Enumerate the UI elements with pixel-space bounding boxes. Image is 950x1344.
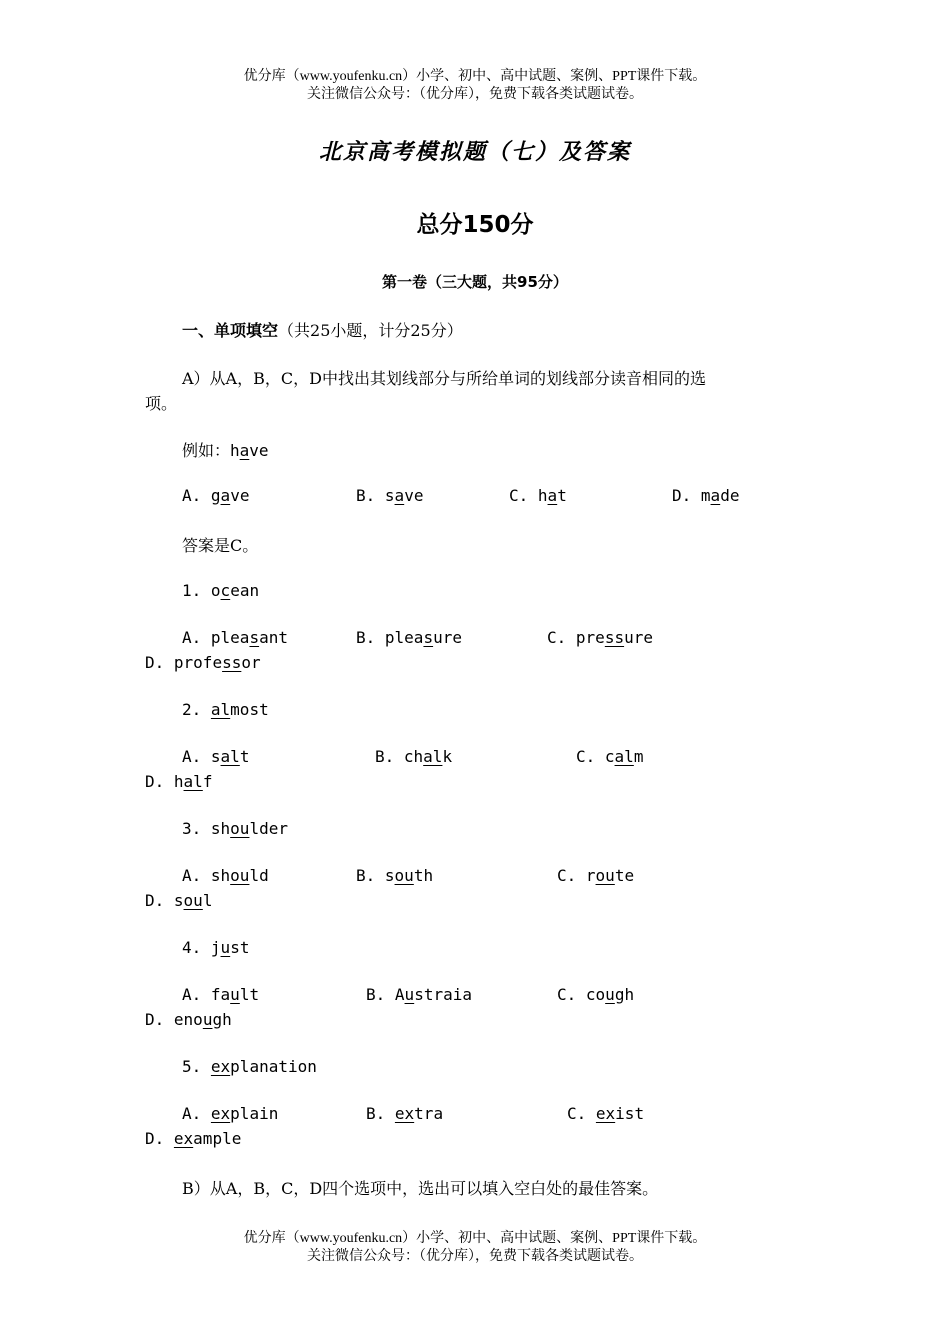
question-4-word: 4. just xyxy=(182,938,250,957)
example-answer: 答案是C。 xyxy=(182,536,259,555)
question-3-option-c: C. route xyxy=(557,866,635,885)
example-option-a: A. gave xyxy=(182,486,250,505)
question-3-option-b: B. south xyxy=(356,866,434,885)
example-option-b: B. save xyxy=(356,486,424,505)
example-word: have xyxy=(230,441,269,460)
question-3-option-a: A. should xyxy=(182,866,269,885)
question-2-option-b: B. chalk xyxy=(375,747,453,766)
part-b-instruction: B）从A，B，C，D四个选项中，选出可以填入空白处的最佳答案。 xyxy=(182,1179,659,1198)
question-2-option-d: D. half xyxy=(145,772,213,791)
section-heading xyxy=(182,318,463,341)
question-5-option-d: D. example xyxy=(145,1129,242,1148)
question-5-word: 5. explanation xyxy=(182,1057,317,1076)
question-4-option-a: A. fault xyxy=(182,985,260,1004)
section-heading-detail: （共25小题，计分25分） xyxy=(278,321,463,340)
question-5-option-b: B. extra xyxy=(366,1104,444,1123)
question-2-option-a: A. salt xyxy=(182,747,250,766)
part-a-instruction-line1: A）从A，B，C，D中找出其划线部分与所给单词的划线部分读音相同的选 xyxy=(182,369,706,388)
question-5-option-c: C. exist xyxy=(567,1104,645,1123)
part-a-instruction-line2: 项。 xyxy=(145,394,178,413)
page-footer-line2: 关注微信公众号：（优分库），免费下载各类试题试卷。 xyxy=(307,1249,643,1264)
volume-heading: 第一卷（三大题，共95分） xyxy=(382,273,568,291)
question-3-option-d: D. soul xyxy=(145,891,213,910)
page-header-line1: 优分库（www.youfenku.cn）小学、初中、高中试题、案例、PPT课件下载。 xyxy=(243,69,707,84)
question-4-option-c: C. cough xyxy=(557,985,635,1004)
question-2-option-c: C. calm xyxy=(576,747,644,766)
question-1-option-b: B. pleasure xyxy=(356,628,462,647)
document-title: 北京高考模拟题（七）及答案 xyxy=(318,140,631,165)
example-prompt xyxy=(182,438,269,461)
question-1-word: 1. ocean xyxy=(182,581,260,600)
page-header-line2: 关注微信公众号：（优分库），免费下载各类试题试卷。 xyxy=(307,87,643,102)
question-1-option-a: A. pleasant xyxy=(182,628,288,647)
question-5-option-a: A. explain xyxy=(182,1104,279,1123)
question-4-option-b: B. Austraia xyxy=(366,985,472,1004)
example-option-c: C. hat xyxy=(509,486,567,505)
question-2-word: 2. almost xyxy=(182,700,269,719)
page-footer-line1: 优分库（www.youfenku.cn）小学、初中、高中试题、案例、PPT课件下载。 xyxy=(243,1231,707,1246)
question-3-word: 3. shoulder xyxy=(182,819,288,838)
example-option-d: D. made xyxy=(672,486,740,505)
question-1-option-c: C. pressure xyxy=(547,628,653,647)
example-label: 例如： xyxy=(182,441,231,460)
question-1-option-d: D. professor xyxy=(145,653,261,672)
section-heading-title: 一、单项填空 xyxy=(182,321,279,340)
question-4-option-d: D. enough xyxy=(145,1010,232,1029)
total-score: 总分150分 xyxy=(416,212,534,238)
